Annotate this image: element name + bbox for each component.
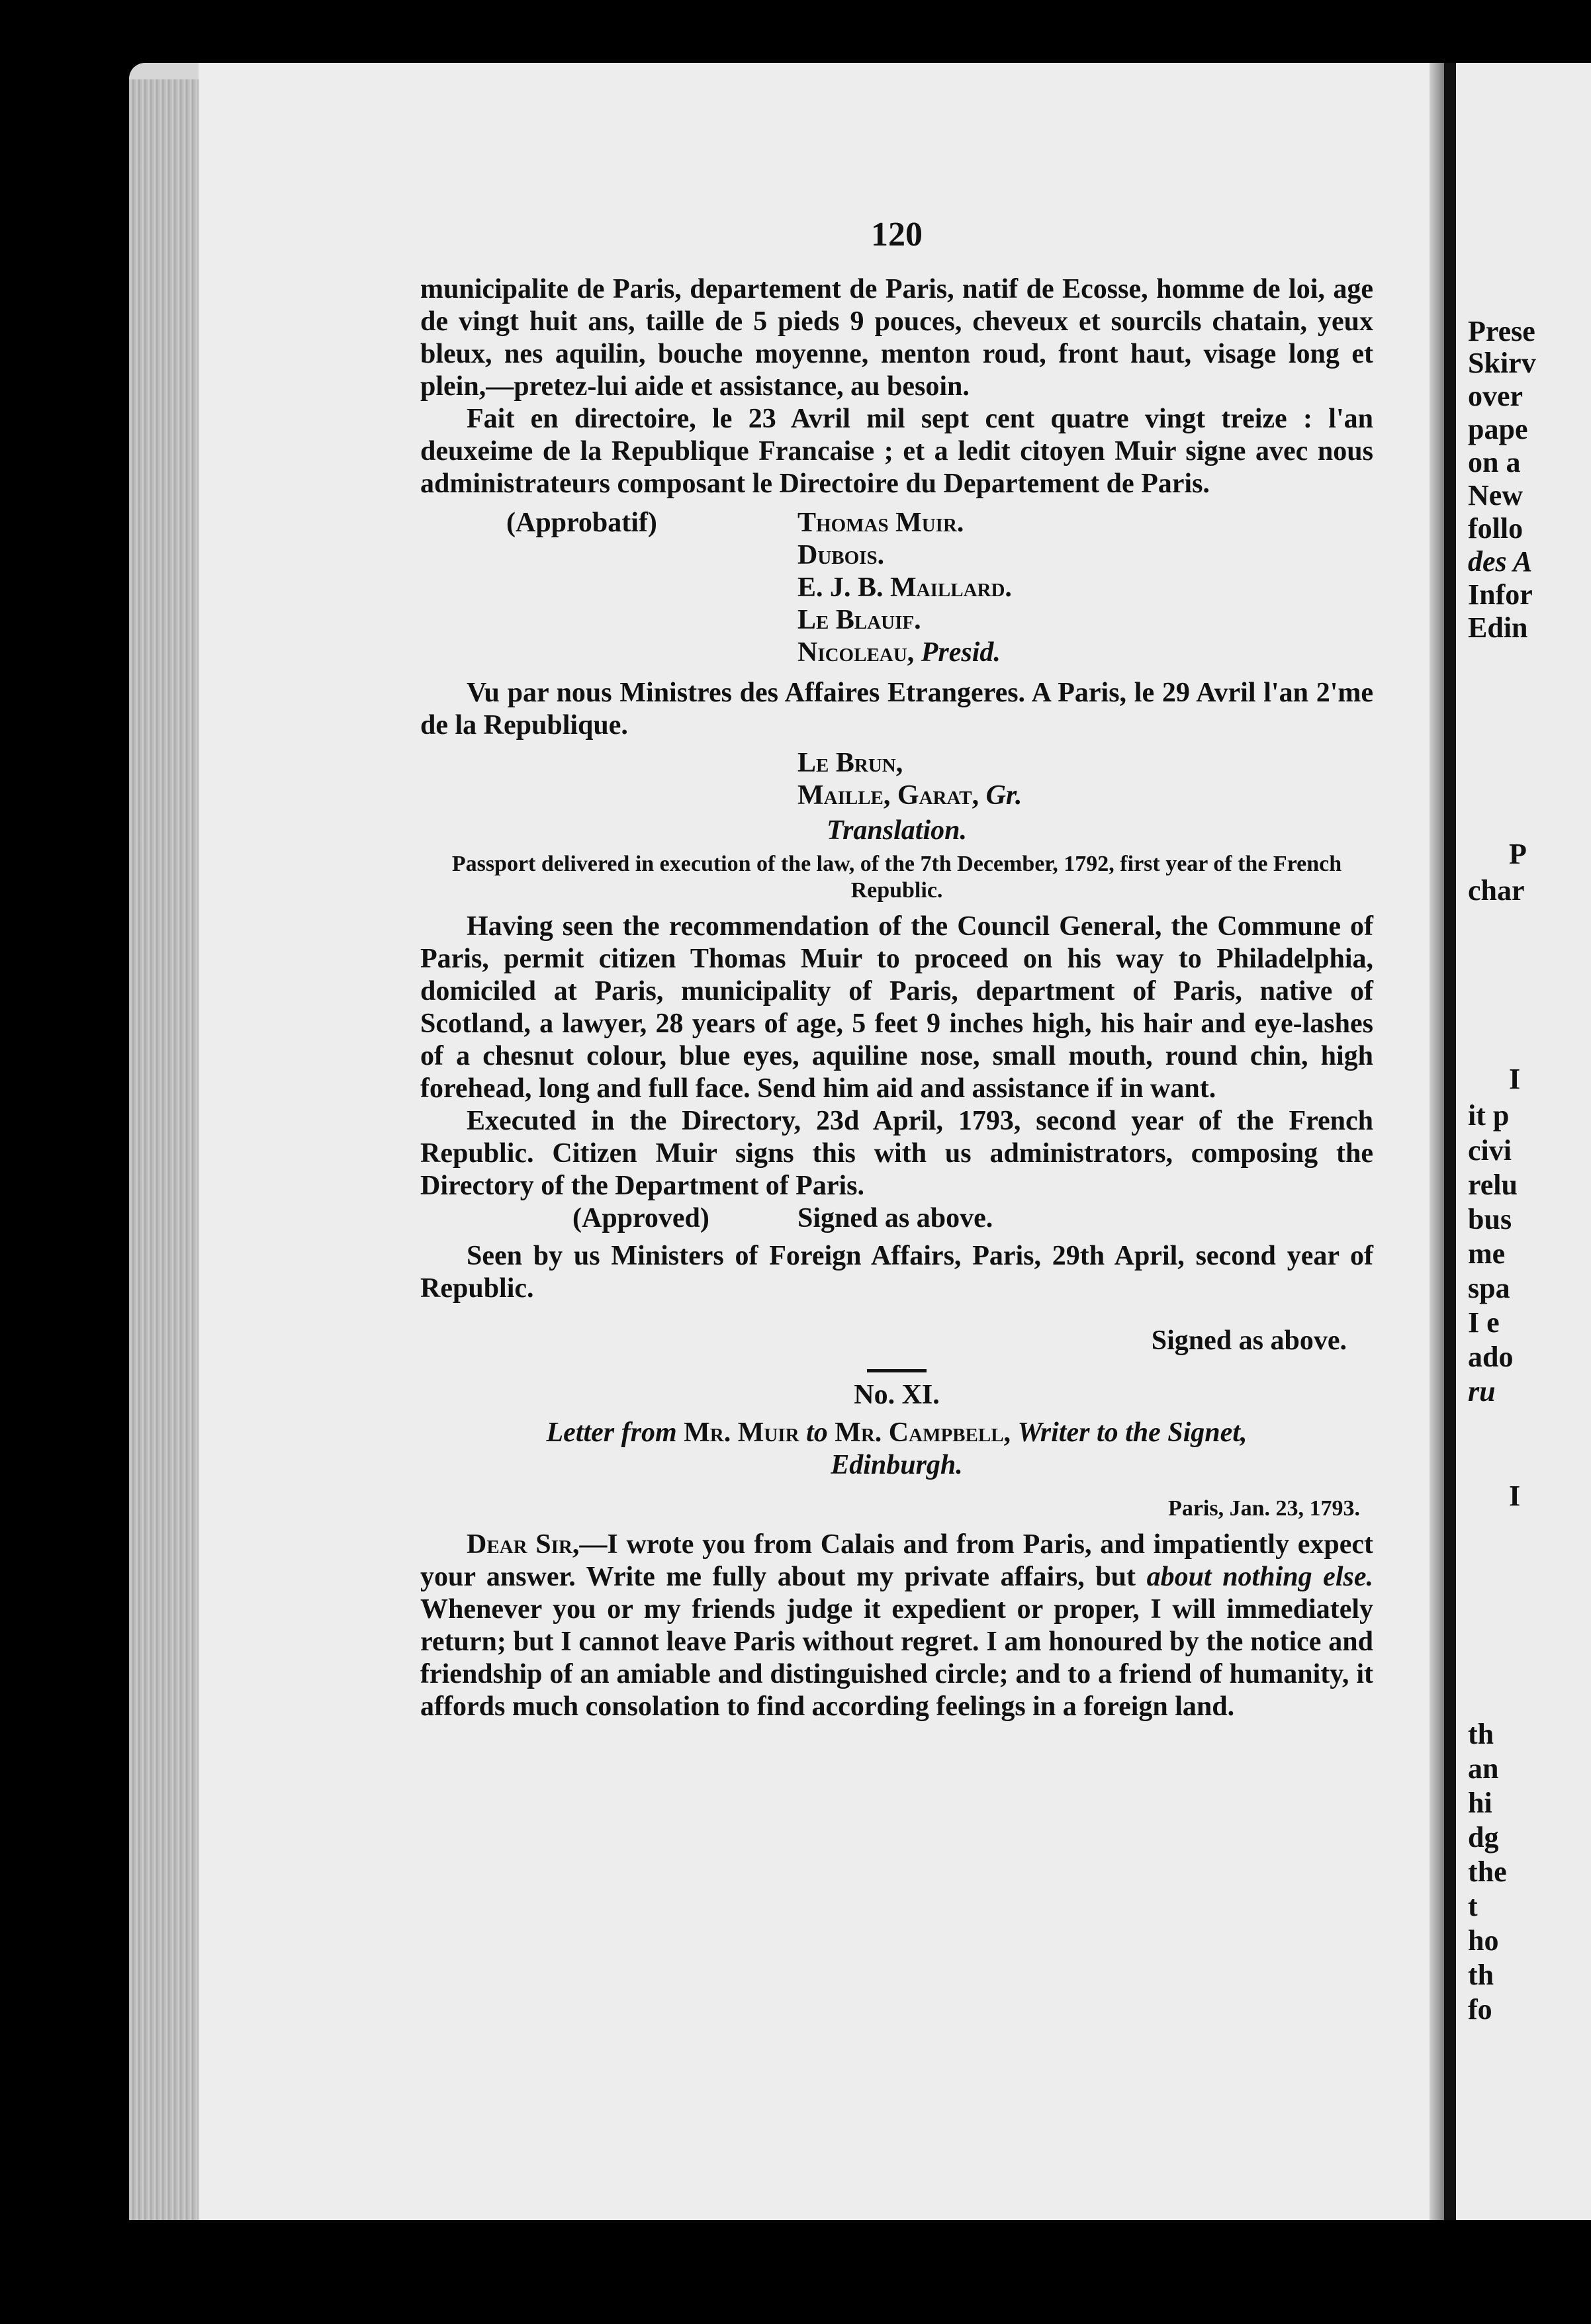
signatory: Thomas Muir.	[797, 508, 964, 538]
facing-fragment: Prese	[1468, 315, 1535, 347]
facing-fragment: Skirv	[1468, 347, 1536, 379]
facing-fragment: t	[1468, 1890, 1478, 1922]
section-rule	[867, 1369, 927, 1372]
signatory: E. J. B. Maillard.	[797, 572, 1012, 603]
facing-fragment: an	[1468, 1752, 1499, 1785]
facing-fragment: it p	[1468, 1099, 1510, 1132]
letter-title-place: Edinburgh.	[831, 1450, 963, 1480]
facing-fragment: ado	[1468, 1341, 1514, 1373]
signatory: Dubois.	[797, 540, 885, 570]
facing-fragment: ho	[1468, 1924, 1499, 1957]
facing-fragment: New	[1468, 479, 1523, 512]
signed-line: Signed as above.	[1151, 1325, 1347, 1356]
scan-background	[129, 2220, 1591, 2324]
facing-fragment: the	[1468, 1855, 1507, 1888]
facing-page	[1456, 63, 1591, 2220]
facing-fragment: I	[1509, 1063, 1521, 1095]
approbatif-label: (Approbatif)	[506, 508, 657, 538]
page-number: 120	[871, 216, 923, 253]
facing-fragment: I e	[1468, 1306, 1500, 1339]
translation-paragraph: Seen by us Ministers of Foreign Affairs, Paris, 29th April, second year of Republic.	[420, 1241, 1373, 1304]
facing-fragment: Infor	[1468, 578, 1533, 611]
minister-signature: Le Brun,	[797, 748, 903, 778]
page-text	[420, 218, 1373, 1723]
facing-fragment: follo	[1468, 512, 1523, 545]
facing-fragment: pape	[1468, 413, 1528, 445]
facing-fragment: char	[1468, 874, 1525, 907]
facing-fragment: Edin	[1468, 611, 1528, 644]
translation-paragraph: Executed in the Directory, 23d April, 1793, second year of the French Republic. Citizen Muir signs this with us administrators, composing the Directory of the Department of Paris.	[420, 1106, 1373, 1201]
ministres-paragraph: Vu par nous Ministres des Affaires Etrangeres. A Paris, le 29 Avril l'an 2'me de la Republique.	[420, 678, 1373, 740]
facing-fragment: ru	[1468, 1375, 1496, 1408]
page-edges	[129, 79, 202, 2220]
president-signature: Nicoleau, Presid.	[797, 637, 1001, 668]
letter-body: Dear Sir,—I wrote you from Calais and from Paris, and impatiently expect your answer. Write me fully about my private affairs, but about nothing else. Whenever you or my friends judge it expedient or proper, I will immediately return; but I cannot leave Paris without regret. I am honoured by the notice and friendship of an amiable and distinguished circle; and to a friend of humanity, it affords much consolation to find according feelings in a foreign land.	[420, 1529, 1373, 1722]
translation-subheading: Passport delivered in execution of the law, of the 7th December, 1792, first year of the French Republic.	[451, 852, 1342, 903]
translation-heading: Translation.	[826, 815, 967, 846]
letter-title: Letter from Mr. Muir to Mr. Campbell, Writer to the Signet,	[546, 1417, 1248, 1448]
minister-signatures	[797, 747, 1373, 812]
facing-fragment: bus	[1468, 1203, 1512, 1235]
facing-fragment: I	[1509, 1480, 1521, 1512]
facing-fragment: spa	[1468, 1272, 1510, 1304]
signatory: Le Blauif.	[797, 605, 921, 635]
signature-block	[506, 507, 1373, 669]
book-gutter	[1444, 63, 1456, 2220]
facing-fragment: over	[1468, 380, 1523, 412]
approved-line: (Approved) Signed as above.	[572, 1203, 993, 1233]
facing-fragment: dg	[1468, 1821, 1499, 1854]
facing-fragment: th	[1468, 1959, 1494, 1991]
letter-number: No. XI.	[854, 1380, 940, 1410]
facing-fragment: th	[1468, 1718, 1494, 1750]
directoire-paragraph: Fait en directoire, le 23 Avril mil sept cent quatre vingt treize : l'an deuxeime de la Republique Francaise ; et a ledit citoyen Muir signe avec nous administrateurs composant le Directoire du Departement de Paris.	[420, 404, 1373, 499]
facing-fragment: P	[1509, 838, 1527, 870]
facing-fragment: me	[1468, 1237, 1506, 1270]
facing-fragment: hi	[1468, 1787, 1492, 1819]
passport-continuation: municipalite de Paris, departement de Paris, natif de Ecosse, homme de loi, age de vingt huit ans, taille de 5 pieds 9 pouces, cheveux et sourcils chatain, yeux bleux, nes aquilin, bouche moyenne, menton roud, front haut, visage long et plein,—pretez-lui aide et assistance, au besoin.	[420, 274, 1373, 402]
minister-signature: Maille, Garat, Gr.	[797, 780, 1023, 811]
letter-date: Paris, Jan. 23, 1793.	[1168, 1496, 1360, 1521]
facing-fragment: on a	[1468, 446, 1521, 478]
facing-fragment: civi	[1468, 1134, 1512, 1167]
translation-paragraph: Having seen the recommendation of the Council General, the Commune of Paris, permit citizen Thomas Muir to proceed on his way to Philadelphia, domiciled at Paris, municipality of Paris, department of Paris, native of Scotland, a lawyer, 28 years of age, 5 feet 9 inches high, his hair and eye-lashes of a chesnut colour, blue eyes, aquiline nose, small mouth, round chin, high forehead, long and full face. Send him aid and assistance if in want.	[420, 911, 1373, 1104]
facing-fragment: des A	[1468, 545, 1533, 578]
facing-fragment: relu	[1468, 1169, 1518, 1201]
facing-fragment: fo	[1468, 1993, 1492, 2026]
